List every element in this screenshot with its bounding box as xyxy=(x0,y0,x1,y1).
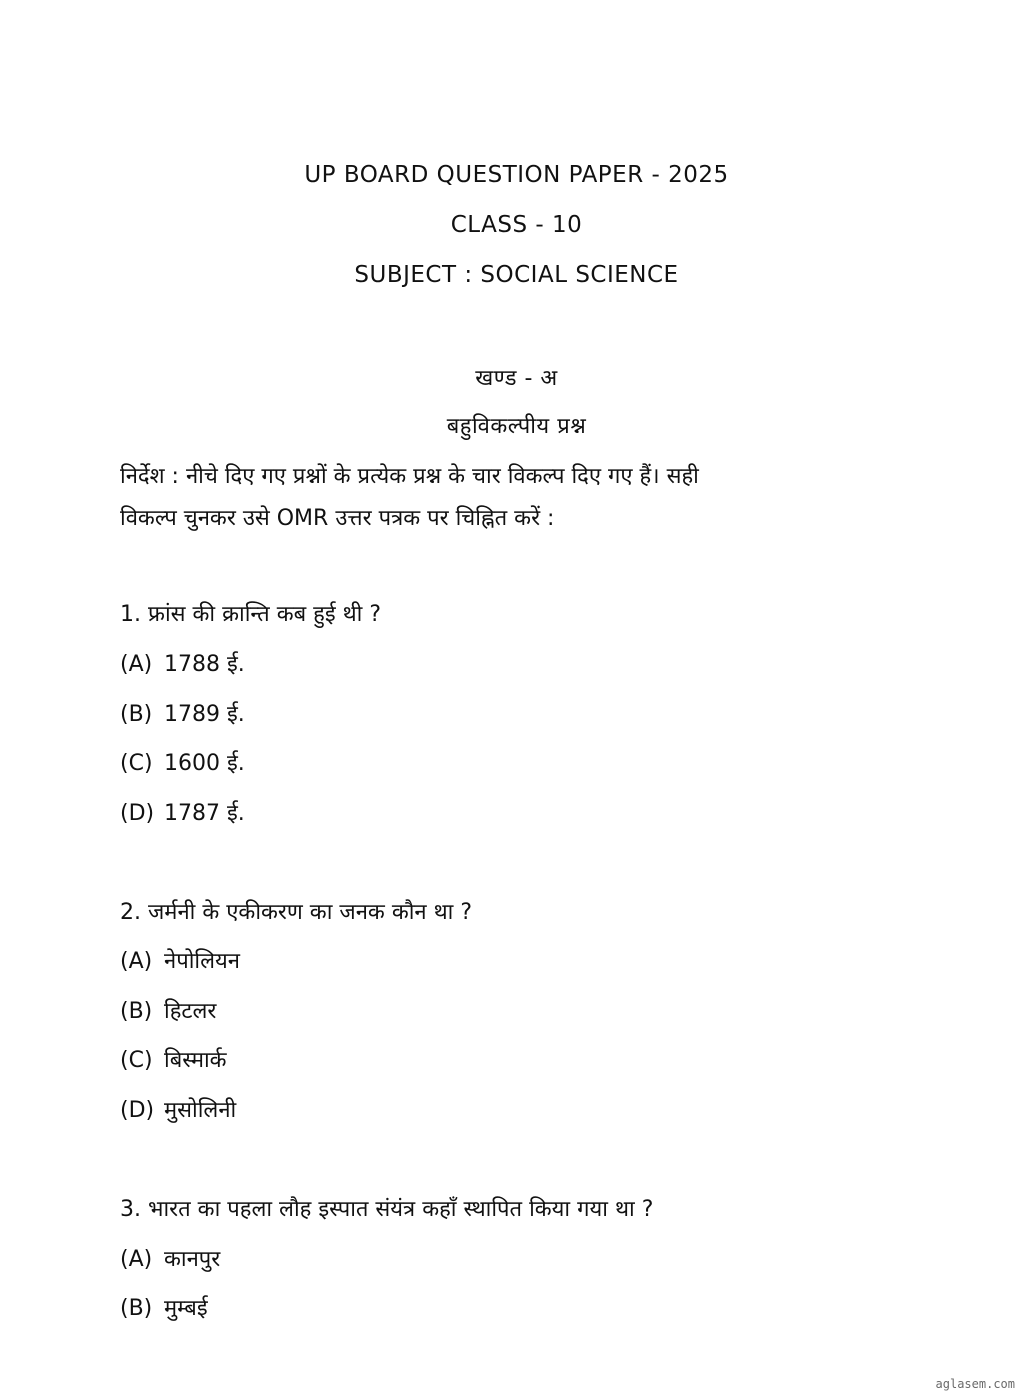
section-type: बहुविकल्पीय प्रश्न xyxy=(446,414,587,439)
option-label: (C) xyxy=(120,1048,153,1073)
option-text: मुसोलिनी xyxy=(164,1098,237,1123)
question-3-option-a xyxy=(120,1243,220,1273)
option-label: (C) xyxy=(120,751,153,776)
option-text: मुम्बई xyxy=(164,1296,208,1321)
question-2-option-d xyxy=(120,1094,236,1124)
option-text: 1787 ई. xyxy=(164,801,245,826)
question-1-option-c xyxy=(120,747,245,777)
question-2: 2. जर्मनी के एकीकरण का जनक कौन था ? xyxy=(120,900,473,925)
question-1-option-a xyxy=(120,648,245,678)
paper-title: UP BOARD QUESTION PAPER - 2025 xyxy=(304,162,729,188)
option-label: (A) xyxy=(120,949,153,974)
watermark-text: aglasem.com xyxy=(935,1377,1015,1391)
option-text: नेपोलियन xyxy=(164,949,240,974)
option-text: कानपुर xyxy=(164,1247,221,1272)
option-label: (B) xyxy=(120,1296,153,1321)
instruction-line-2: विकल्प चुनकर उसे OMR उत्तर पत्रक पर चिह्नित करें : xyxy=(120,506,555,531)
question-2-option-c xyxy=(120,1044,227,1074)
class-label: CLASS - 10 xyxy=(450,212,583,238)
option-text: बिस्मार्क xyxy=(164,1048,227,1073)
question-1: 1. फ्रांस की क्रान्ति कब हुई थी ? xyxy=(120,602,382,627)
question-1-option-b xyxy=(120,698,245,728)
option-label: (A) xyxy=(120,1247,153,1272)
question-3: 3. भारत का पहला लौह इस्पात संयंत्र कहाँ स्थापित किया गया था ? xyxy=(120,1197,654,1222)
question-2-option-a xyxy=(120,945,240,975)
question-2-option-b xyxy=(120,995,216,1025)
option-label: (D) xyxy=(120,1098,155,1123)
option-label: (A) xyxy=(120,652,153,677)
option-label: (B) xyxy=(120,999,153,1024)
option-label: (D) xyxy=(120,801,155,826)
subject-label: SUBJECT : SOCIAL SCIENCE xyxy=(354,262,679,288)
option-text: 1789 ई. xyxy=(164,702,245,727)
question-3-option-b xyxy=(120,1292,208,1322)
instruction-line-1: निर्देश : नीचे दिए गए प्रश्नों के प्रत्येक प्रश्न के चार विकल्प दिए गए हैं। सही xyxy=(120,464,699,489)
section-heading: खण्ड - अ xyxy=(475,366,558,391)
option-text: 1788 ई. xyxy=(164,652,245,677)
option-label: (B) xyxy=(120,702,153,727)
option-text: हिटलर xyxy=(164,999,217,1024)
option-text: 1600 ई. xyxy=(164,751,245,776)
question-1-option-d xyxy=(120,797,245,827)
